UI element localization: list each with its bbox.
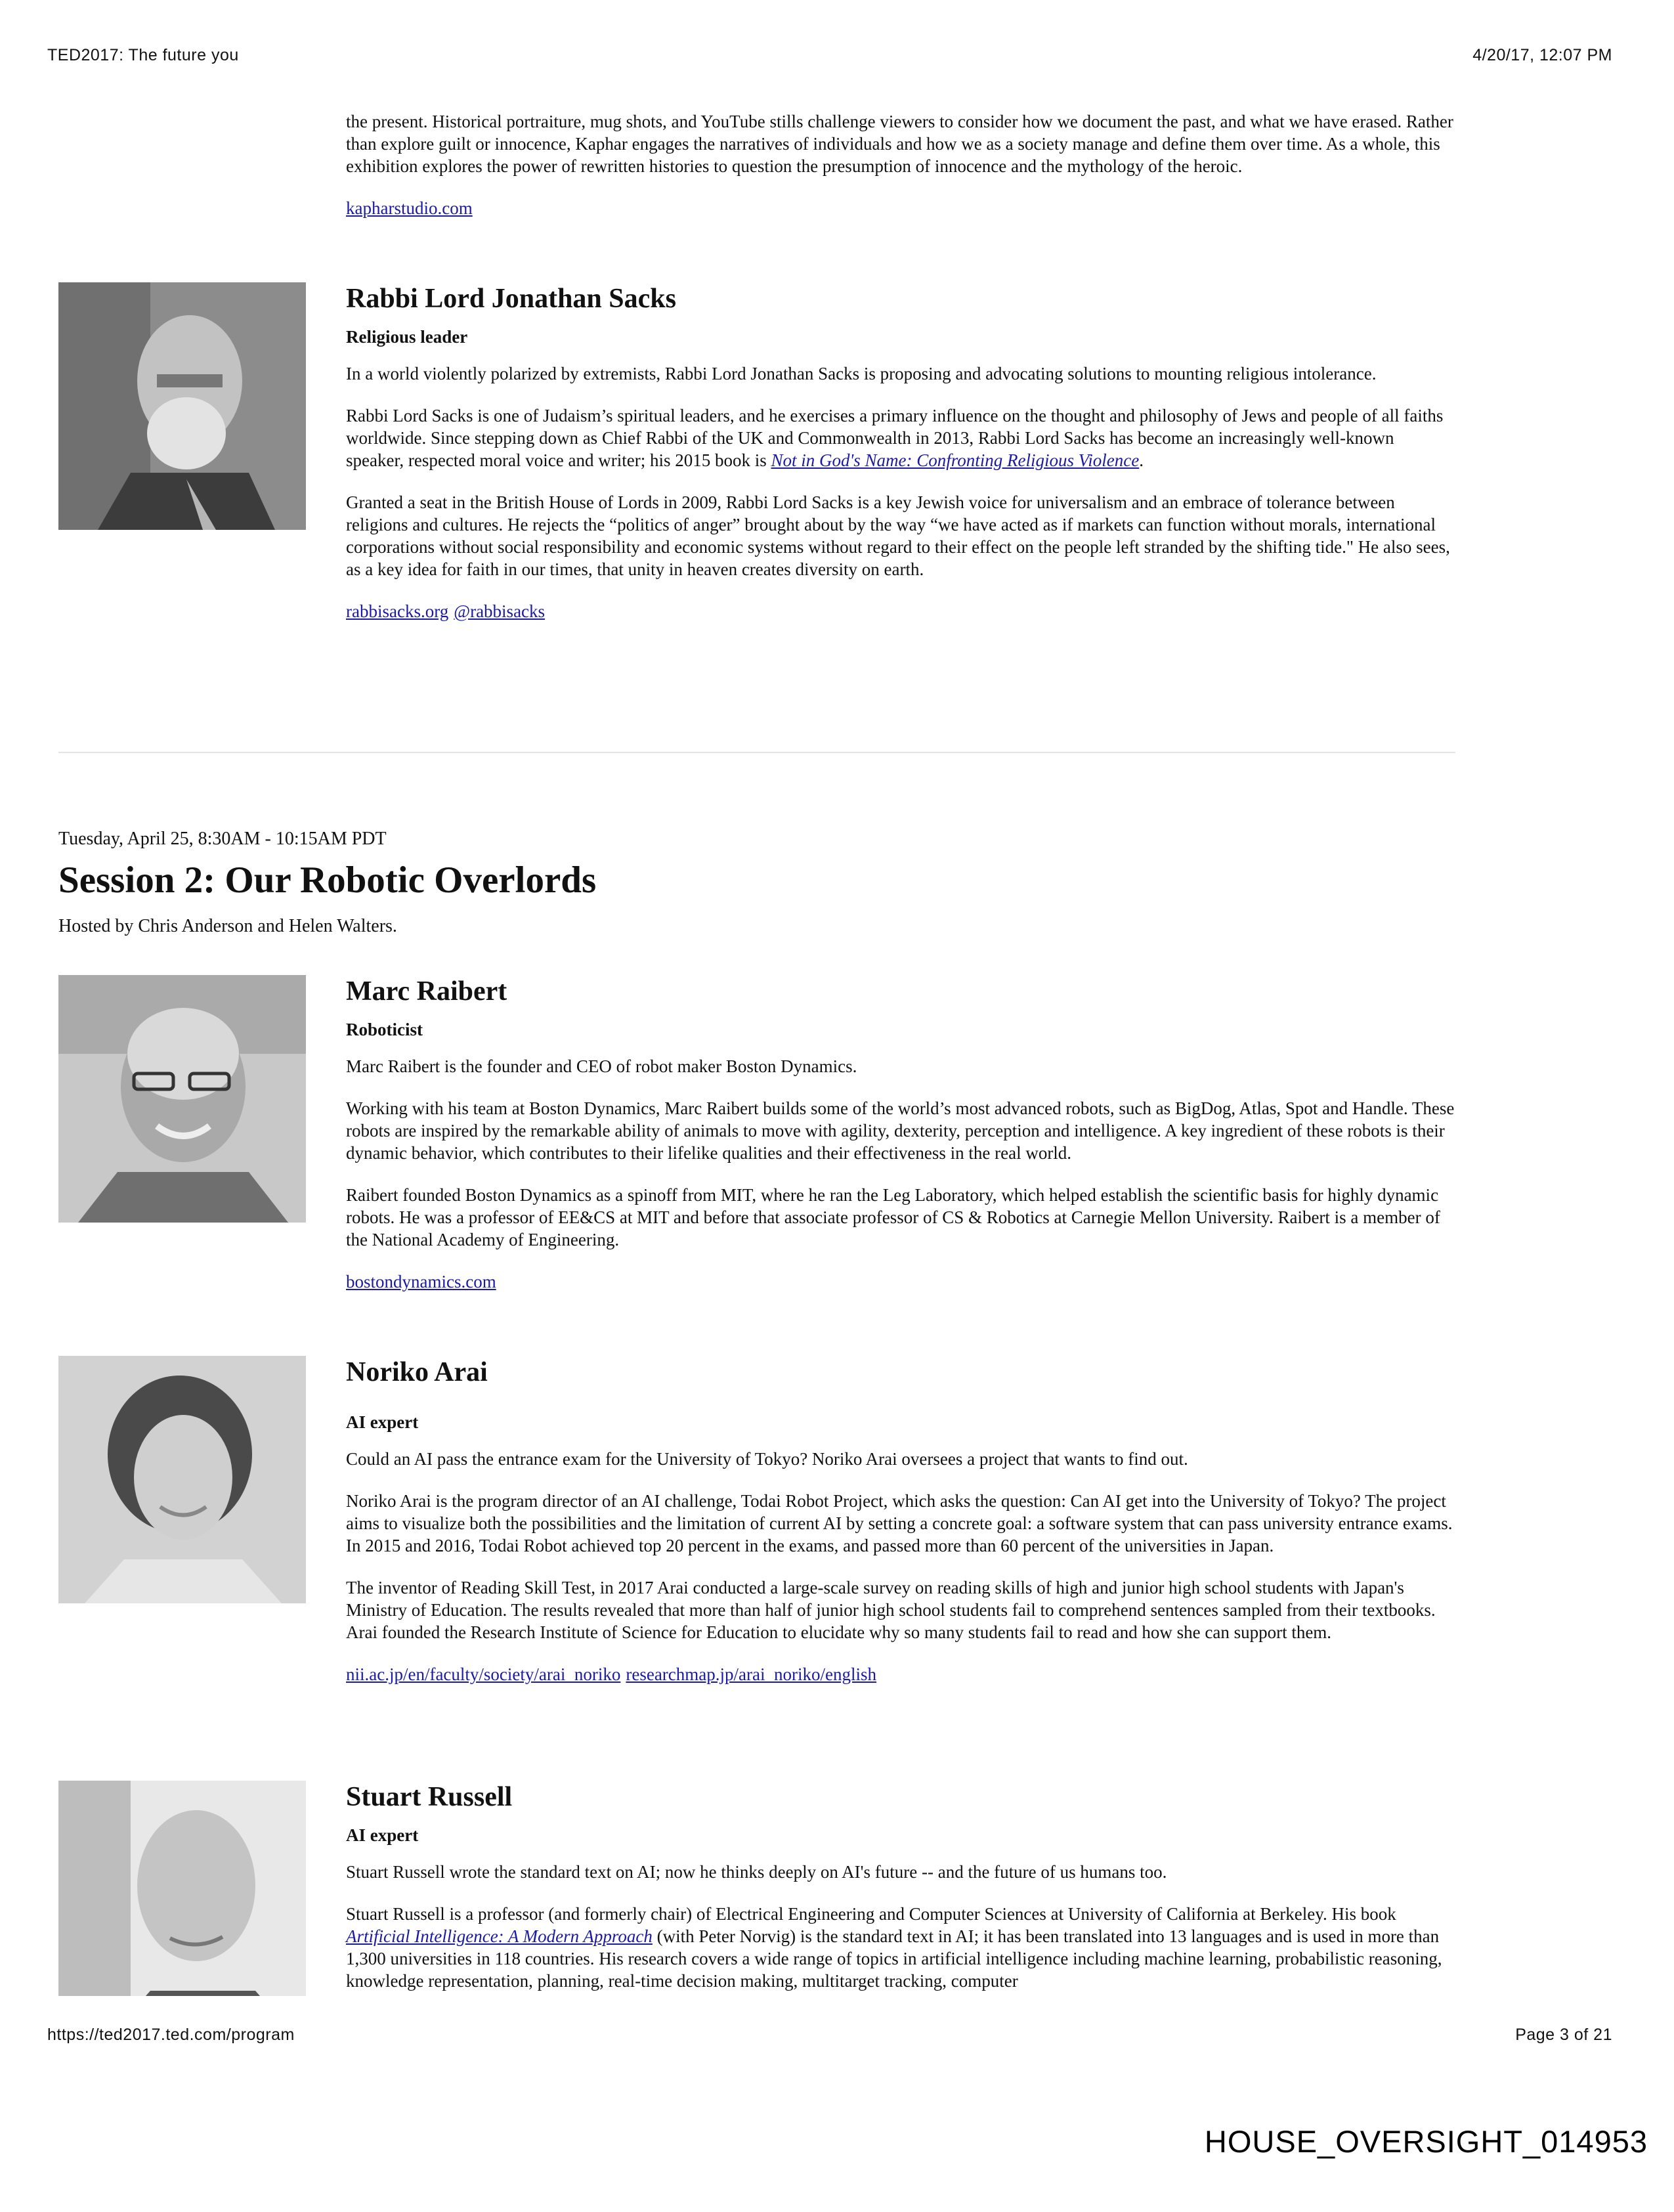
speaker-bio-russell	[346, 1781, 1455, 1996]
speaker-name: Marc Raibert	[346, 976, 507, 1007]
speaker-photo-sacks	[58, 282, 306, 530]
speaker-role: Religious leader	[346, 327, 468, 347]
speaker-bio-raibert	[346, 975, 1455, 1312]
bio-paragraph: Could an AI pass the entrance exam for the University of Tokyo? Noriko Arai oversees a project that wants to find out.	[346, 1449, 1188, 1469]
book-link-not-in-gods-name[interactable]: Not in God's Name: Confronting Religious Violence	[771, 450, 1140, 470]
bio-paragraph: Raibert founded Boston Dynamics as a spinoff from MIT, where he ran the Leg Laboratory, which helped establish the scientific basis for highly dynamic robots. He was a professor of EE&CS at MIT and before that associate professor of CS & Robotics at Carnegie Mellon University. Raibert is a member of the National Academy of Engineering.	[346, 1185, 1440, 1249]
session-host: Hosted by Chris Anderson and Helen Walters.	[58, 916, 397, 936]
speaker-role: AI expert	[346, 1825, 419, 1845]
speaker-name: Rabbi Lord Jonathan Sacks	[346, 284, 676, 314]
session-date: Tuesday, April 25, 8:30AM - 10:15AM PDT	[58, 829, 387, 849]
page-header-timestamp: 4/20/17, 12:07 PM	[1472, 46, 1612, 64]
bio-paragraph: In a world violently polarized by extremists, Rabbi Lord Jonathan Sacks is proposing and advocating solutions to mounting religious intolerance.	[346, 364, 1377, 383]
researchmap-link[interactable]: researchmap.jp/arai_noriko/english	[626, 1664, 876, 1684]
bio-paragraph: Marc Raibert is the founder and CEO of robot maker Boston Dynamics.	[346, 1056, 857, 1076]
nii-faculty-link[interactable]: nii.ac.jp/en/faculty/society/arai_noriko	[346, 1664, 621, 1684]
speaker-photo-arai	[58, 1356, 306, 1603]
bio-paragraph: Rabbi Lord Sacks is one of Judaism’s spiritual leaders, and he exercises a primary influence on the thought and philosophy of Jews and people of all faiths worldwide. Since stepping down as Chief Rabbi of the UK and Commonwealth in 2013, Rabbi Lord Sacks has become an increasingly well-known speaker, respected moral voice and writer; his 2015 book is Not in God's Name: Confronting Religious Violence.	[346, 406, 1444, 470]
speaker-bio-sacks	[346, 282, 1455, 642]
book-link-ai-modern-approach[interactable]: Artificial Intelligence: A Modern Approach	[346, 1926, 653, 1946]
bio-paragraph: Stuart Russell wrote the standard text on AI; now he thinks deeply on AI's future -- and the future of us humans too.	[346, 1862, 1167, 1882]
bostondynamics-link[interactable]: bostondynamics.com	[346, 1272, 496, 1291]
kapharstudio-link[interactable]: kapharstudio.com	[346, 198, 473, 218]
intro-paragraph: the present. Historical portraiture, mug shots, and YouTube stills challenge viewers to consider how we document the past, and what we have erased. Rather than explore guilt or innocence, Kaphar engages the narratives of individuals and how we as a society manage and define them over time. As a whole, this exhibition explores the power of rewritten histories to question the presumption of innocence and the mythology of the heroic.	[346, 112, 1453, 176]
speaker-name: Stuart Russell	[346, 1782, 513, 1812]
bio-paragraph: Granted a seat in the British House of Lords in 2009, Rabbi Lord Sacks is a key Jewish voice for universalism and an embrace of tolerance between religions and cultures. He rejects the “politics of anger” brought about by the way “we have acted as if markets can function without morals, international corporations without social responsibility and economic systems without regard to their effect on the people left stranded by the shifting tide." He also sees, as a key idea for faith in our times, that unity in heaven creates diversity on earth.	[346, 492, 1450, 579]
portrait-image	[58, 975, 306, 1223]
portrait-image	[58, 1356, 306, 1603]
session-title: Session 2: Our Robotic Overlords	[58, 859, 597, 901]
page-footer-page-number: Page 3 of 21	[1515, 2026, 1612, 2044]
speaker-role: AI expert	[346, 1412, 419, 1432]
bates-stamp: HOUSE_OVERSIGHT_014953	[1204, 2124, 1648, 2159]
bio-paragraph: The inventor of Reading Skill Test, in 2017 Arai conducted a large-scale survey on reading skills of high and junior high school students with Japan's Ministry of Education. The results revealed that more than half of junior high school students fail to comprehend sentences sampled from their textbooks. Arai founded the Research Institute of Science for Education to elucidate why so many students fail to read and how she can support them.	[346, 1578, 1436, 1642]
speaker-role: Roboticist	[346, 1020, 423, 1039]
rabbisacks-site-link[interactable]: rabbisacks.org	[346, 601, 449, 621]
page-header-title: TED2017: The future you	[47, 46, 239, 64]
speaker-name: Noriko Arai	[346, 1357, 488, 1387]
bio-paragraph: Noriko Arai is the program director of an AI challenge, Todai Robot Project, which asks the question: Can AI get into the University of Tokyo? The project aims to visualize both the possibilities and the limitation of current AI by setting a concrete goal: a software system that can pass university entrance exams. In 2015 and 2016, Todai Robot achieved top 20 percent in the exams, and passed more than 60 percent of the universities in Japan.	[346, 1491, 1453, 1555]
page-footer-url: https://ted2017.ted.com/program	[47, 2026, 295, 2044]
section-divider	[58, 752, 1455, 753]
portrait-image	[58, 1781, 306, 1996]
speaker-photo-raibert	[58, 975, 306, 1223]
intro-block	[346, 110, 1455, 219]
portrait-image	[58, 282, 306, 530]
bio-paragraph: Working with his team at Boston Dynamics, Marc Raibert builds some of the world’s most advanced robots, such as BigDog, Atlas, Spot and Handle. These robots are inspired by the remarkable ability of animals to move with agility, dexterity, perception and intelligence. A key ingredient of these robots is their dynamic behavior, which contributes to their lifelike qualities and their effectiveness in the real world.	[346, 1098, 1455, 1163]
speaker-photo-russell	[58, 1781, 306, 1996]
rabbisacks-twitter-link[interactable]: @rabbisacks	[454, 601, 546, 621]
bio-paragraph: Stuart Russell is a professor (and formerly chair) of Electrical Engineering and Computer Sciences at University of California at Berkeley. His book Artificial Intelligence: A Modern Approach (with Peter Norvig) is the standard text in AI; it has been translated into 13 languages and is used in more than 1,300 universities in 118 countries. His research covers a wide range of topics in artificial intelligence including machine learning, probabilistic reasoning, knowledge representation, planning, real-time decision making, multitarget tracking, computer	[346, 1904, 1442, 1991]
speaker-bio-arai	[346, 1356, 1455, 1705]
